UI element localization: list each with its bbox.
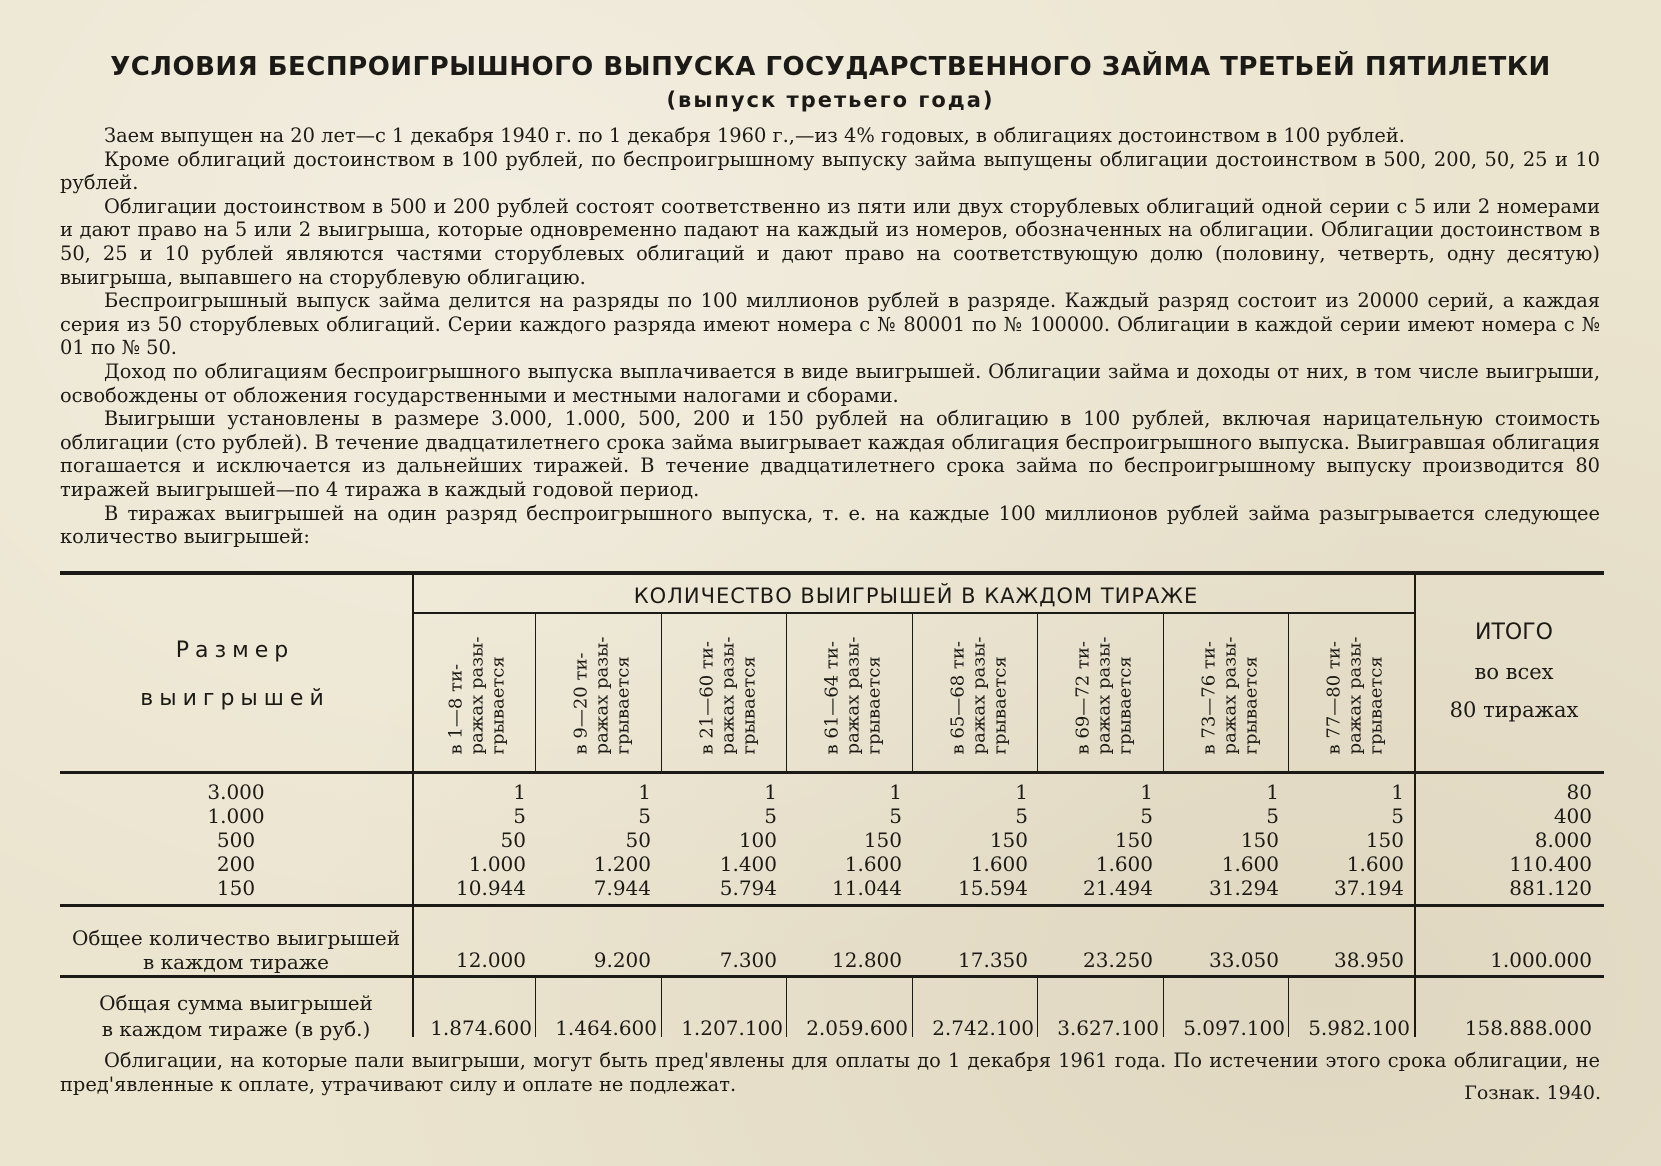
column-header <box>1292 620 1418 770</box>
column-header-line: ражах разы- <box>842 636 864 754</box>
column-header-line: грывается <box>738 655 760 754</box>
paragraph: Заем выпущен на 20 лет—с 1 декабря 1940 г. по 1 декабря 1960 г.,—из 4% годовых, в облигациях достоинством в 100 рублей. <box>104 124 1405 147</box>
prize-count: 5 <box>764 804 777 828</box>
prize-count: 1.200 <box>593 852 651 876</box>
paragraph: Доход по облигациям беспроигрышного выпуска выплачивается в виде выигрышей. Облигации займа и доходы от них, в том числе выигрыши, освобождены от обложения государственными и местными налогами и сборами. <box>60 359 1600 407</box>
draw-count: 9.200 <box>593 948 651 972</box>
prize-count: 1 <box>513 780 526 804</box>
column-header <box>1041 620 1167 770</box>
column-header-line: грывается <box>487 655 509 754</box>
column-header-line: грывается <box>612 655 634 754</box>
draw-count: 12.800 <box>832 948 902 972</box>
column-header <box>665 620 791 770</box>
column-header-line: ражах разы- <box>466 636 488 754</box>
prize-count: 1.400 <box>719 852 777 876</box>
prize-count: 5 <box>513 804 526 828</box>
document-title: УСЛОВИЯ БЕСПРОИГРЫШНОГО ВЫПУСКА ГОСУДАРСТВЕННОГО ЗАЙМА ТРЕТЬЕЙ ПЯТИЛЕТКИ <box>110 52 1551 82</box>
total-header: 80 тиражах <box>1449 698 1579 722</box>
size-header: Размер <box>175 638 295 663</box>
prize-count: 15.594 <box>958 876 1028 900</box>
draw-sum: 5.097.100 <box>1183 1016 1285 1040</box>
prize-size: 150 <box>216 876 256 900</box>
count-bottom-rule <box>60 975 1604 978</box>
prize-count: 10.944 <box>456 876 526 900</box>
prize-count: 5 <box>638 804 651 828</box>
column-header-line: ражах разы- <box>1219 636 1241 754</box>
column-header <box>1167 620 1293 770</box>
paragraph: Кроме облигаций достоинством в 100 рублей, по беспроигрышному выпуску займа выпущены облигации достоинством в 500, 200, 50, 25 и 10 рублей. <box>60 147 1600 195</box>
draw-sum: 5.982.100 <box>1308 1016 1410 1040</box>
column-header-line: ражах разы- <box>968 636 990 754</box>
document-subtitle: (выпуск третьего года) <box>666 88 995 112</box>
prize-count: 1.600 <box>1221 852 1279 876</box>
prize-total: 881.120 <box>1509 876 1592 900</box>
column-header-line: грывается <box>989 655 1011 754</box>
paragraph: Выигрыши установлены в размере 3.000, 1.000, 500, 200 и 150 рублей на облигацию в 100 рублей, включая нарицательную стоимость облигации (сто рублей). В течение двадцатилетнего срока займа выигрывает каждая облигация беспроигрышного выпуска. Выигравшая облигация погашается и исключается из дальнейших тиражей. В течение двадцатилетнего срока займа по беспроигрышному выпуску производится 80 тиражей выигрышей—по 4 тиража в каждый годовой период. <box>60 407 1600 501</box>
total-header: ИТОГО <box>1475 620 1553 645</box>
prize-size: 1.000 <box>207 804 265 828</box>
draw-count: 33.050 <box>1209 948 1279 972</box>
prize-count: 1.000 <box>468 852 526 876</box>
column-header <box>916 620 1042 770</box>
prize-count: 31.294 <box>1209 876 1279 900</box>
group-header-rule <box>414 612 1414 614</box>
prize-count: 1.600 <box>844 852 902 876</box>
prize-total: 80 <box>1566 780 1592 804</box>
prize-count: 1.600 <box>970 852 1028 876</box>
draw-count-total: 1.000.000 <box>1490 948 1592 972</box>
prize-count: 11.044 <box>832 876 902 900</box>
prize-count: 1 <box>1391 780 1404 804</box>
column-header <box>414 620 540 770</box>
prize-count: 150 <box>1365 828 1404 852</box>
footer-paragraph: Облигации, на которые пали выигрыши, могут быть пред'явлены для оплаты до 1 декабря 1961 года. По истечении этого срока облигации, не пред'явленные к оплате, утрачивают силу и оплате не подлежат. <box>60 1049 1600 1096</box>
column-header-line: ражах разы- <box>1344 636 1366 754</box>
column-header-line: в 9—20 ти- <box>570 651 592 754</box>
column-header-line: в 21—60 ти- <box>696 640 718 754</box>
prize-count: 50 <box>500 828 526 852</box>
conditions-text <box>60 124 1600 549</box>
footer-note <box>60 1049 1600 1096</box>
draw-count: 17.350 <box>958 948 1028 972</box>
column-header-line: грывается <box>1114 655 1136 754</box>
draw-count: 38.950 <box>1334 948 1404 972</box>
rows-bottom-rule <box>60 904 1604 907</box>
column-header <box>539 620 665 770</box>
prize-count: 150 <box>1240 828 1279 852</box>
count-label: Общее количество выигрышей <box>71 926 401 950</box>
prize-total: 8.000 <box>1534 828 1592 852</box>
sum-label: Общая сумма выигрышей <box>99 991 373 1015</box>
prize-count: 5.794 <box>719 876 777 900</box>
column-header-line: грывается <box>1365 655 1387 754</box>
prize-count: 5 <box>1391 804 1404 828</box>
table-top-rule <box>60 571 1604 575</box>
prize-size: 500 <box>216 828 256 852</box>
column-header-line: в 61—64 ти- <box>821 640 843 754</box>
prize-count: 37.194 <box>1334 876 1404 900</box>
column-header-line: ражах разы- <box>717 636 739 754</box>
column-header-line: в 1—8 ти- <box>445 663 467 754</box>
prize-total: 400 <box>1553 804 1592 828</box>
draw-sum: 2.059.600 <box>806 1016 908 1040</box>
group-header: КОЛИЧЕСТВО ВЫИГРЫШЕЙ В КАЖДОМ ТИРАЖЕ <box>633 584 1199 608</box>
prize-count: 1 <box>1140 780 1153 804</box>
column-header-line: в 77—80 ти- <box>1323 640 1345 754</box>
prize-count: 5 <box>1266 804 1279 828</box>
paragraph: В тиражах выигрышей на один разряд беспроигрышного выпуска, т. е. на каждые 100 миллионов рублей займа разыгрывается следующее количество выигрышей: <box>60 501 1600 549</box>
prize-count: 100 <box>738 828 777 852</box>
prize-count: 1 <box>638 780 651 804</box>
count-label: в каждом тираже <box>142 950 330 974</box>
draw-sum: 1.874.600 <box>430 1016 532 1040</box>
draw-sum: 1.464.600 <box>555 1016 657 1040</box>
draw-count: 23.250 <box>1083 948 1153 972</box>
column-header-line: ражах разы- <box>591 636 613 754</box>
column-header-line: в 65—68 ти- <box>947 640 969 754</box>
column-header-line: грывается <box>1240 655 1262 754</box>
prize-count: 1 <box>889 780 902 804</box>
draw-sum: 3.627.100 <box>1057 1016 1159 1040</box>
prize-total: 110.400 <box>1509 852 1592 876</box>
paragraph: Беспроигрышный выпуск займа делится на разряды по 100 миллионов рублей в разряде. Каждый разряд состоит из 20000 серий, а каждая серия из 50 сторублевых облигаций. Серии каждого разряда имеют номера с № 80001 по № 100000. Облигации в каждой серии имеют номера с № 01 по № 50. <box>60 289 1600 360</box>
header-bottom-rule <box>60 771 1604 774</box>
column-header-line: грывается <box>863 655 885 754</box>
prize-count: 150 <box>863 828 902 852</box>
draw-count: 12.000 <box>456 948 526 972</box>
prize-size: 3.000 <box>207 780 265 804</box>
column-header-line: в 73—76 ти- <box>1198 640 1220 754</box>
draw-sum: 2.742.100 <box>932 1016 1034 1040</box>
prize-count: 1 <box>764 780 777 804</box>
prize-count: 7.944 <box>593 876 651 900</box>
size-header: выигрышей <box>140 686 330 711</box>
prize-count: 21.494 <box>1083 876 1153 900</box>
total-header: во всех <box>1474 660 1554 684</box>
prize-count: 1 <box>1015 780 1028 804</box>
draw-sum: 1.207.100 <box>681 1016 783 1040</box>
column-header-line: ражах разы- <box>1093 636 1115 754</box>
prize-count: 50 <box>625 828 651 852</box>
prize-size: 200 <box>216 852 256 876</box>
draw-sum-total: 158.888.000 <box>1464 1016 1592 1040</box>
prize-count: 5 <box>1015 804 1028 828</box>
prize-count: 1.600 <box>1095 852 1153 876</box>
prize-count: 1 <box>1266 780 1279 804</box>
column-header-line: в 69—72 ти- <box>1072 640 1094 754</box>
paragraph: Облигации достоинством в 500 и 200 рублей состоят соответственно из пяти или двух сторублевых облигаций одной серии с 5 или 2 номерами и дают право на 5 или 2 выигрыша, которые одновременно падают на каждый из номеров, обозначенных на облигации. Облигации достоинством в 50, 25 и 10 рублей являются частями сторублевых облигаций и дают право на соответствующую долю (половину, четверть, одну десятую) выигрыша, выпавшего на сторублевую облигацию. <box>60 194 1600 289</box>
prize-count: 5 <box>889 804 902 828</box>
draw-count: 7.300 <box>719 948 777 972</box>
prize-count: 5 <box>1140 804 1153 828</box>
prize-count: 1.600 <box>1346 852 1404 876</box>
prize-count: 150 <box>989 828 1028 852</box>
sum-label: в каждом тираже (в руб.) <box>101 1017 371 1041</box>
imprint: Гознак. 1940. <box>1464 1082 1601 1104</box>
column-header <box>790 620 916 770</box>
prize-count: 150 <box>1114 828 1153 852</box>
